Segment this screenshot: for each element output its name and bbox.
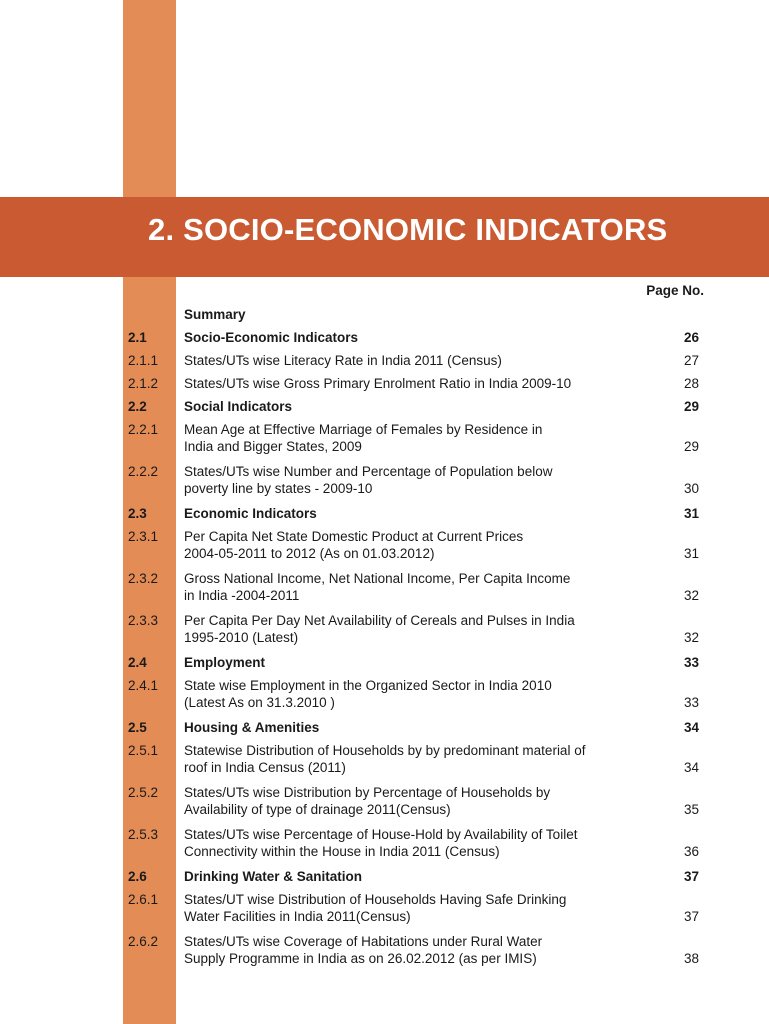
toc-entry-title-line: Housing & Amenities xyxy=(184,720,320,735)
toc-entry-title-line: States/UTs wise Literacy Rate in India 2011 (Census) xyxy=(184,353,502,368)
toc-entry-title xyxy=(184,654,634,671)
toc-entry-page: 26 xyxy=(683,330,699,345)
toc-entry-page: 32 xyxy=(683,630,699,645)
toc-entry-page: 37 xyxy=(683,869,699,884)
toc-entry-title-line: Mean Age at Effective Marriage of Females by Residence in xyxy=(184,422,543,437)
toc-entry-page: 33 xyxy=(683,695,699,710)
toc-entry-title-line: State wise Employment in the Organized Sector in India 2010 xyxy=(184,678,552,693)
toc-entry-title xyxy=(184,329,634,346)
toc-entry-number: 2.6.2 xyxy=(128,934,159,949)
toc-entry-number: 2.1.2 xyxy=(128,376,159,391)
toc-entry-title-line: States/UT wise Distribution of Households Having Safe Drinking xyxy=(184,892,567,907)
toc-entry-title-line: Drinking Water & Sanitation xyxy=(184,869,363,884)
toc-entry-title-line: States/UTs wise Percentage of House-Hold by Availability of Toilet xyxy=(184,827,578,842)
page-no-header: Page No. xyxy=(646,283,704,298)
toc-entry-number: 2.1.1 xyxy=(128,353,159,368)
toc-entry-page: 34 xyxy=(683,760,699,775)
toc-entry-number: 2.3.3 xyxy=(128,613,159,628)
toc-entry-page: 31 xyxy=(683,506,699,521)
toc-entry-number: 2.2 xyxy=(128,399,147,414)
toc-entry-title-line: Water Facilities in India 2011(Census) xyxy=(184,909,411,924)
toc-entry-title xyxy=(184,398,634,415)
toc-entry-page: 37 xyxy=(683,909,699,924)
toc-entry-title xyxy=(184,677,634,711)
toc-entry-number: 2.2.2 xyxy=(128,464,159,479)
toc-entry-title xyxy=(184,933,634,967)
toc-entry-number: 2.5.1 xyxy=(128,743,159,758)
toc-entry-title xyxy=(184,826,634,860)
toc-entry-number: 2.1 xyxy=(128,330,147,345)
page-title: 2. SOCIO-ECONOMIC INDICATORS xyxy=(148,212,668,247)
toc-entry-page: 29 xyxy=(683,399,699,414)
toc-entry-page: 35 xyxy=(683,802,699,817)
toc-entry-title-line: poverty line by states - 2009-10 xyxy=(184,481,373,496)
toc-entry-title-line: 1995-2010 (Latest) xyxy=(184,630,299,645)
toc-entry-title xyxy=(184,570,634,604)
toc-entry-page: 33 xyxy=(683,655,699,670)
toc-entry-title-line: Socio-Economic Indicators xyxy=(184,330,359,345)
toc-entry-title xyxy=(184,352,634,369)
toc-entry-page: 34 xyxy=(683,720,699,735)
toc-entry-title xyxy=(184,528,634,562)
toc-entry-number: 2.3.1 xyxy=(128,529,159,544)
toc-entry-title-line: Per Capita Per Day Net Availability of Cereals and Pulses in India xyxy=(184,613,575,628)
toc-entry-number: 2.6 xyxy=(128,869,147,884)
toc-entry-title-line: States/UTs wise Coverage of Habitations under Rural Water xyxy=(184,934,543,949)
toc-entry-title xyxy=(184,306,634,323)
toc-entry-page: 30 xyxy=(683,481,699,496)
toc-entry-number: 2.3 xyxy=(128,506,147,521)
toc-entry-title xyxy=(184,505,634,522)
toc-entry-page: 36 xyxy=(683,844,699,859)
toc-entry-title xyxy=(184,719,634,736)
toc-entry-title xyxy=(184,421,634,455)
toc-entry-number: 2.3.2 xyxy=(128,571,159,586)
toc-entry-title-line: Statewise Distribution of Households by by predominant material of xyxy=(184,743,586,758)
toc-entry-title-line: States/UTs wise Number and Percentage of Population below xyxy=(184,464,553,479)
toc-entry-page: 38 xyxy=(683,951,699,966)
toc-entry-number: 2.2.1 xyxy=(128,422,159,437)
toc-entry-title xyxy=(184,612,634,646)
toc-entry-title xyxy=(184,742,634,776)
toc-entry-title-line: Supply Programme in India as on 26.02.2012 (as per IMIS) xyxy=(184,951,537,966)
toc-entry-page: 31 xyxy=(683,546,699,561)
toc-entry-title xyxy=(184,463,634,497)
toc-entry-page: 27 xyxy=(683,353,699,368)
toc-entry-title-line: States/UTs wise Gross Primary Enrolment Ratio in India 2009-10 xyxy=(184,376,572,391)
toc-entry-title-line: in India -2004-2011 xyxy=(184,588,300,603)
toc-entry-title xyxy=(184,375,634,392)
toc-entry-title-line: Gross National Income, Net National Income, Per Capita Income xyxy=(184,571,571,586)
toc-entry-page: 32 xyxy=(683,588,699,603)
toc-entry-number: 2.5.2 xyxy=(128,785,159,800)
toc-entry-title-line: 2004-05-2011 to 2012 (As on 01.03.2012) xyxy=(184,546,435,561)
toc-entry-title-line: Economic Indicators xyxy=(184,506,317,521)
toc-entry-number: 2.4 xyxy=(128,655,147,670)
toc-entry-title-line: India and Bigger States, 2009 xyxy=(184,439,362,454)
toc-entry-title-line: Social Indicators xyxy=(184,399,293,414)
toc-entry-title-line: Connectivity within the House in India 2011 (Census) xyxy=(184,844,500,859)
toc-entry-page: 29 xyxy=(683,439,699,454)
toc-entry-title xyxy=(184,868,634,885)
toc-entry-title-line: Employment xyxy=(184,655,266,670)
toc-entry-title-line: Summary xyxy=(184,307,246,322)
toc-entry-number: 2.5.3 xyxy=(128,827,159,842)
toc-entry-number: 2.6.1 xyxy=(128,892,159,907)
toc-entry-number: 2.5 xyxy=(128,720,147,735)
toc-entry-page: 28 xyxy=(683,376,699,391)
toc-entry-title-line: (Latest As on 31.3.2010 ) xyxy=(184,695,335,710)
toc-entry-title-line: States/UTs wise Distribution by Percentage of Households by xyxy=(184,785,551,800)
toc-entry-title-line: Per Capita Net State Domestic Product at Current Prices xyxy=(184,529,524,544)
toc-entry-title-line: Availability of type of drainage 2011(Census) xyxy=(184,802,451,817)
toc-entry-title xyxy=(184,784,634,818)
toc-entry-title-line: roof in India Census (2011) xyxy=(184,760,346,775)
toc-entry-number: 2.4.1 xyxy=(128,678,159,693)
toc-entry-title xyxy=(184,891,634,925)
